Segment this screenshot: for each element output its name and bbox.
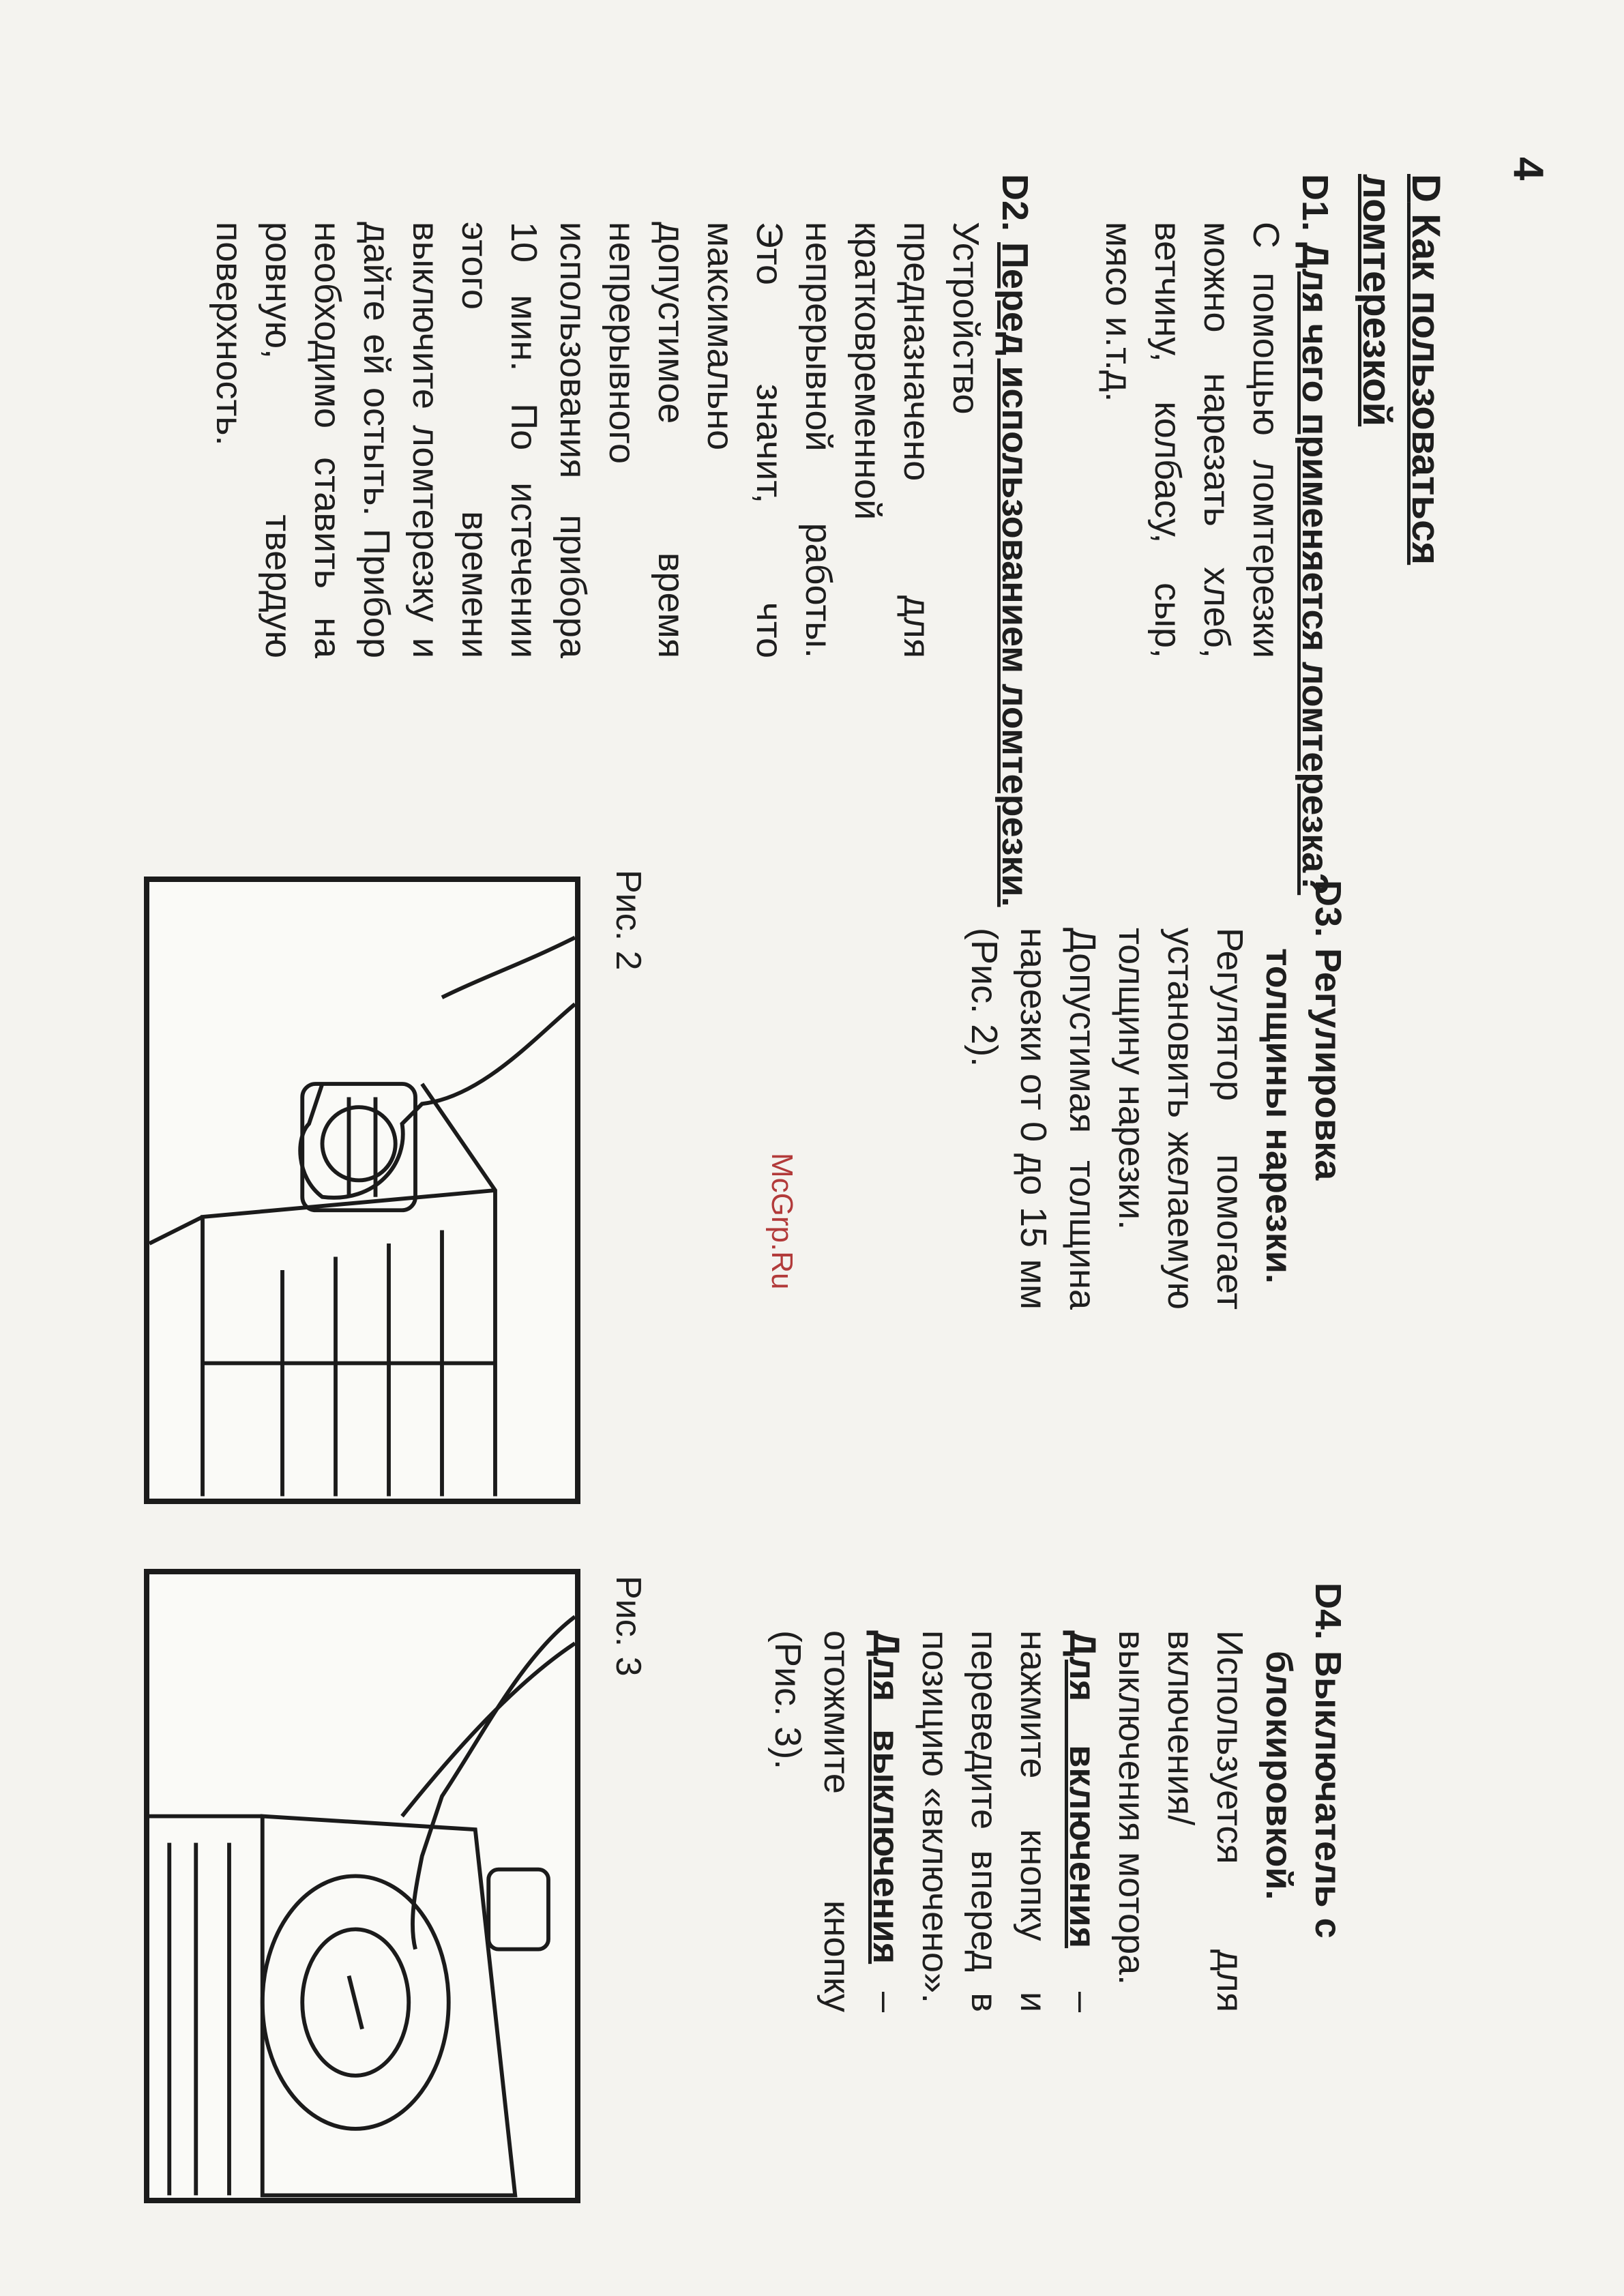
d1-code: D1. xyxy=(1295,174,1335,232)
fig2-caption: Рис. 2 xyxy=(608,870,648,971)
page-number: 4 xyxy=(1505,157,1552,181)
column-middle xyxy=(960,880,1365,1310)
figure-3-power-switch xyxy=(144,1569,580,2203)
column-right xyxy=(763,1583,1365,2019)
d4-on-text: – нажмите кнопку и переведите вперед в позицию «включено». xyxy=(915,1630,1103,2012)
figure-2-thickness-dial xyxy=(144,877,580,1504)
d4-off-label: Для выключения xyxy=(866,1630,906,1964)
subsection-d4 xyxy=(763,1583,1353,2019)
d3-code: D3. xyxy=(1308,880,1348,938)
section-title-text: Как пользоваться ломтерезкой xyxy=(1355,174,1448,565)
d3-text-2: Допустимая толщина нарезки от 0 до 15 мм (Рис. 2). xyxy=(964,928,1103,1310)
d4-text-1: Используется для включения/выключения мотора. xyxy=(1111,1630,1250,2012)
d2-code: D2. xyxy=(994,174,1035,232)
d4-off-text: – отожмите кнопку (Рис. 3). xyxy=(767,1630,906,2012)
power-switch-illustration xyxy=(149,1574,575,2198)
section-title xyxy=(1352,174,1450,665)
d2-text: Устройство предназначено для кратковременной непрерывной работы. Это значит, что максимально допустимое время непрерывного использования прибора 10 мин. По истечении этого времени выключите ломтерезку и дайте ей остыть. Прибор необходимо ставить на ровную, твердую поверхность. xyxy=(209,222,986,658)
thickness-dial-illustration xyxy=(149,882,575,1499)
d1-text: С помощью ломтерезки можно нарезать хлеб, ветчину, колбасу, сыр, мясо и.т.д. xyxy=(1098,222,1286,658)
section-code: D xyxy=(1404,174,1448,203)
d3-text-1: Регулятор помогает установить желаемую толщину нарезки. xyxy=(1111,928,1250,1310)
d3-title: Регулировка толщины нарезки. xyxy=(1258,948,1348,1284)
d4-on-label: Для включения xyxy=(1062,1630,1103,1949)
d4-off-instruction xyxy=(763,1630,911,2012)
d4-code: D4. xyxy=(1308,1583,1348,1640)
d4-on-instruction xyxy=(911,1630,1107,2012)
d2-title: Перед использованием ломтерезки. xyxy=(994,242,1035,907)
fig3-caption: Рис. 3 xyxy=(608,1576,648,1677)
d1-title: Для чего применяется ломтерезка? xyxy=(1295,242,1335,896)
d4-title: Выключатель с блокировкой. xyxy=(1258,1651,1348,1939)
subsection-d3 xyxy=(960,880,1353,1310)
watermark: McGrp.Ru xyxy=(765,1153,799,1290)
